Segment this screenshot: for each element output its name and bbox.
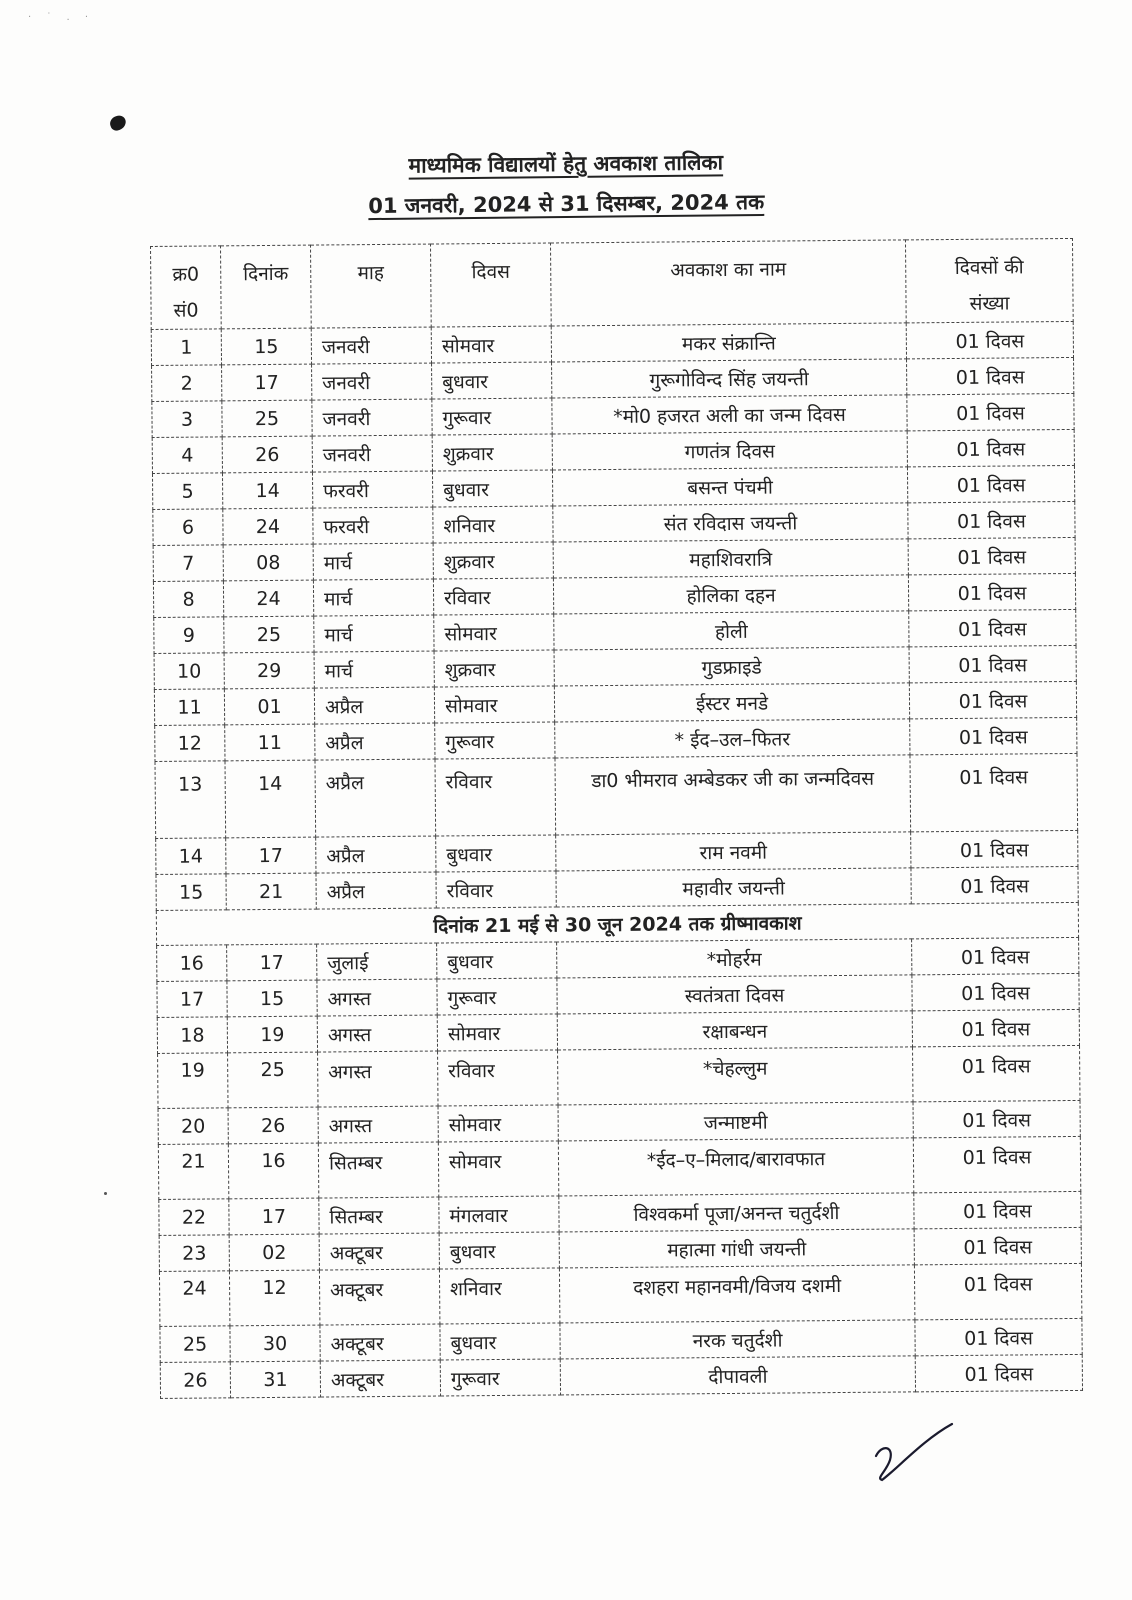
cell-month: फरवरी (313, 507, 433, 544)
cell-date: 14 (222, 472, 312, 509)
cell-serial: 21 (158, 1144, 228, 1200)
cell-month: जनवरी (311, 327, 431, 364)
cell-day-count: 01 दिवस (907, 393, 1074, 430)
cell-date: 08 (223, 544, 313, 581)
cell-date: 16 (228, 1143, 318, 1199)
cell-holiday-name: दशहरा महानवमी/विजय दशमी (559, 1265, 914, 1323)
cell-day: शुक्रवार (432, 434, 552, 471)
header-day-count: दिवसों की संख्या (905, 238, 1073, 322)
cell-month: मार्च (314, 651, 434, 688)
cell-day: शुक्रवार (433, 542, 553, 579)
cell-holiday-name: महावीर जयन्ती (556, 868, 911, 907)
cell-serial: 10 (154, 653, 224, 690)
document-title: माध्यमिक विद्यालयों हेतु अवकाश तालिका (408, 150, 724, 178)
cell-day: सोमवार (431, 326, 551, 363)
cell-holiday-name: स्वतंत्रता दिवस (557, 975, 912, 1014)
cell-holiday-name: दीपावली (560, 1356, 915, 1395)
cell-serial: 17 (157, 981, 227, 1018)
cell-month: फरवरी (312, 471, 432, 508)
cell-day: गुरूवार (440, 1359, 560, 1396)
cell-serial: 13 (155, 761, 226, 839)
cell-day: रविवार (438, 1050, 558, 1106)
cell-holiday-name: गुरूगोविन्द सिंह जयन्ती (552, 359, 907, 398)
cell-day-count: 01 दिवस (906, 321, 1073, 358)
cell-day-count: 01 दिवस (911, 830, 1078, 867)
cell-holiday-name: *मो0 हजरत अली का जन्म दिवस (552, 395, 907, 434)
cell-day: बुधवार (440, 1323, 560, 1360)
cell-serial: 22 (159, 1199, 229, 1236)
cell-holiday-name: *मोहर्रम (557, 939, 912, 978)
cell-day-count: 01 दिवस (913, 1045, 1080, 1101)
cell-serial: 12 (155, 725, 225, 762)
cell-serial: 15 (156, 874, 226, 911)
cell-month: सितम्बर (319, 1197, 439, 1234)
cell-serial: 4 (152, 437, 222, 474)
cell-month: अप्रैल (314, 687, 434, 724)
cell-date: 30 (230, 1325, 320, 1362)
cell-day: शुक्रवार (434, 650, 554, 687)
table-row (160, 1354, 1082, 1398)
holiday-table (150, 238, 1083, 1399)
cell-day: बुधवार (437, 942, 557, 979)
cell-day-count: 01 दिवस (911, 866, 1078, 903)
cell-day-count: 01 दिवस (912, 973, 1079, 1010)
cell-day-count: 01 दिवस (910, 717, 1077, 754)
cell-month: अक्टूबर (320, 1360, 440, 1397)
cell-month: मार्च (313, 579, 433, 616)
cell-serial: 6 (153, 509, 223, 546)
cell-holiday-name: नरक चतुर्दशी (560, 1320, 915, 1359)
cell-day: मंगलवार (439, 1196, 559, 1233)
cell-date: 26 (222, 436, 312, 473)
cell-serial: 23 (159, 1235, 229, 1272)
cell-holiday-name: डा0 भीमराव अम्बेडकर जी का जन्मदिवस (555, 755, 911, 835)
cell-day-count: 01 दिवस (915, 1318, 1082, 1355)
cell-day-count: 01 दिवस (907, 465, 1074, 502)
cell-holiday-name: राम नवमी (556, 832, 911, 871)
cell-serial: 8 (153, 581, 223, 618)
cell-month: अक्टूबर (320, 1324, 440, 1361)
cell-day: गुरूवार (432, 398, 552, 435)
cell-month: अप्रैल (315, 759, 436, 837)
cell-day-count: 01 दिवस (913, 1136, 1080, 1192)
cell-day: सोमवार (438, 1141, 558, 1197)
cell-date: 14 (225, 760, 316, 838)
cell-day-count: 01 दिवस (907, 429, 1074, 466)
cell-day-count: 01 दिवस (912, 1009, 1079, 1046)
cell-serial: 14 (156, 838, 226, 875)
cell-month: अप्रैल (316, 836, 436, 873)
cell-day: रविवार (435, 758, 556, 836)
cell-day: सोमवार (438, 1105, 558, 1142)
cell-date: 31 (230, 1361, 320, 1398)
cell-day-count: 01 दिवस (914, 1263, 1081, 1319)
cell-day-count: 01 दिवस (914, 1191, 1081, 1228)
cell-day: सोमवार (434, 614, 554, 651)
cell-date: 01 (224, 688, 314, 725)
cell-serial: 16 (157, 945, 227, 982)
cell-day: बुधवार (436, 835, 556, 872)
cell-serial: 9 (154, 617, 224, 654)
cell-day: बुधवार (439, 1232, 559, 1269)
header-day: दिवस (430, 243, 551, 327)
cell-holiday-name: मकर संक्रान्ति (551, 323, 906, 362)
cell-month: अक्टूबर (319, 1269, 439, 1325)
cell-day-count: 01 दिवस (908, 573, 1075, 610)
cell-date: 21 (226, 873, 316, 910)
cell-day-count: 01 दिवस (907, 357, 1074, 394)
cell-month: अप्रैल (315, 723, 435, 760)
cell-date: 17 (227, 944, 317, 981)
cell-day: रविवार (436, 871, 556, 908)
cell-month: मार्च (313, 543, 433, 580)
scan-specks: · ˙ . · (28, 12, 95, 23)
cell-month: अप्रैल (316, 872, 436, 909)
cell-serial: 26 (160, 1362, 230, 1399)
cell-month: अगस्त (318, 1106, 438, 1143)
cell-date: 12 (229, 1270, 319, 1326)
table-row (155, 753, 1078, 838)
cell-date: 24 (223, 580, 313, 617)
cell-day: बुधवार (432, 362, 552, 399)
cell-day: शनिवार (439, 1268, 559, 1324)
signature-mark (868, 1418, 958, 1488)
cell-holiday-name: रक्षाबन्धन (557, 1011, 912, 1050)
cell-serial: 2 (152, 365, 222, 402)
cell-day-count: 01 दिवस (909, 681, 1076, 718)
cell-month: सितम्बर (318, 1142, 438, 1198)
cell-holiday-name: गणतंत्र दिवस (552, 431, 907, 470)
header-serial: क्र0 सं0 (151, 246, 222, 330)
table-header-row (151, 238, 1074, 329)
cell-holiday-name: होलिका दहन (553, 575, 908, 614)
table-body-part2 (157, 937, 1083, 1398)
cell-day-count: 01 दिवस (909, 645, 1076, 682)
ink-blot (108, 114, 128, 133)
cell-day-count: 01 दिवस (913, 1100, 1080, 1137)
cell-month: अगस्त (318, 1051, 438, 1107)
cell-serial: 1 (151, 329, 221, 366)
cell-month: अगस्त (317, 1015, 437, 1052)
cell-month: जनवरी (312, 399, 432, 436)
cell-holiday-name: संत रविदास जयन्ती (553, 503, 908, 542)
cell-day-count: 01 दिवस (914, 1227, 1081, 1264)
cell-date: 19 (227, 1016, 317, 1053)
cell-holiday-name: ईस्टर मनडे (554, 683, 909, 722)
cell-date: 17 (226, 837, 316, 874)
document-subtitle: 01 जनवरी, 2024 से 31 दिसम्बर, 2024 तक (368, 189, 765, 219)
scan-dot (104, 1192, 107, 1195)
cell-holiday-name: गुडफ्राइडे (554, 647, 909, 686)
cell-serial: 3 (152, 401, 222, 438)
cell-date: 25 (222, 400, 312, 437)
cell-date: 29 (224, 652, 314, 689)
cell-serial: 7 (153, 545, 223, 582)
cell-month: अगस्त (317, 979, 437, 1016)
table-row (159, 1263, 1081, 1326)
header-date: दिनांक (221, 245, 312, 329)
cell-date: 25 (228, 1052, 318, 1108)
cell-month: अक्टूबर (319, 1233, 439, 1270)
cell-serial: 18 (157, 1017, 227, 1054)
cell-day: शनिवार (433, 506, 553, 543)
cell-day-count: 01 दिवस (908, 501, 1075, 538)
summer-break-label: दिनांक 21 मई से 30 जून 2024 तक ग्रीष्मावकाश (156, 902, 1078, 945)
cell-serial: 11 (154, 689, 224, 726)
cell-day: गुरूवार (437, 978, 557, 1015)
cell-holiday-name: जन्माष्टमी (558, 1102, 913, 1141)
cell-date: 24 (223, 508, 313, 545)
cell-month: जनवरी (312, 363, 432, 400)
cell-date: 17 (222, 364, 312, 401)
cell-date: 02 (229, 1234, 319, 1271)
cell-day: रविवार (433, 578, 553, 615)
cell-day-count: 01 दिवस (908, 537, 1075, 574)
cell-day-count: 01 दिवस (910, 753, 1078, 831)
cell-holiday-name: बसन्त पंचमी (552, 467, 907, 506)
cell-holiday-name: होली (554, 611, 909, 650)
cell-holiday-name: विश्वकर्मा पूजा/अनन्त चतुर्दशी (559, 1193, 914, 1232)
cell-holiday-name: महाशिवरात्रि (553, 539, 908, 578)
cell-date: 15 (221, 328, 311, 365)
cell-date: 26 (228, 1107, 318, 1144)
cell-day: बुधवार (432, 470, 552, 507)
cell-serial: 24 (159, 1271, 229, 1327)
cell-date: 25 (224, 616, 314, 653)
cell-month: मार्च (314, 615, 434, 652)
cell-holiday-name: *ईद–ए–मिलाद/बारावफात (558, 1138, 913, 1196)
cell-day-count: 01 दिवस (909, 609, 1076, 646)
cell-holiday-name: * ईद–उल–फितर (555, 719, 910, 758)
cell-serial: 20 (158, 1108, 228, 1145)
header-holiday-name: अवकाश का नाम (550, 240, 906, 326)
cell-day: सोमवार (437, 1014, 557, 1051)
cell-date: 11 (225, 724, 315, 761)
cell-day-count: 01 दिवस (912, 937, 1079, 974)
cell-serial: 5 (152, 473, 222, 510)
cell-serial: 25 (160, 1326, 230, 1363)
cell-month: जनवरी (312, 435, 432, 472)
cell-holiday-name: महात्मा गांधी जयन्ती (559, 1229, 914, 1268)
cell-holiday-name: *चेहल्लुम (558, 1047, 913, 1105)
table-row (158, 1045, 1080, 1108)
cell-serial: 19 (158, 1053, 228, 1109)
table-body-part1 (151, 321, 1078, 910)
cell-day: गुरूवार (435, 722, 555, 759)
cell-day-count: 01 दिवस (915, 1354, 1082, 1391)
cell-day: सोमवार (434, 686, 554, 723)
cell-date: 17 (229, 1198, 319, 1235)
cell-date: 15 (227, 980, 317, 1017)
document-heading (0, 144, 1132, 224)
table-row (158, 1136, 1080, 1199)
cell-month: जुलाई (317, 943, 437, 980)
header-month: माह (310, 244, 431, 328)
